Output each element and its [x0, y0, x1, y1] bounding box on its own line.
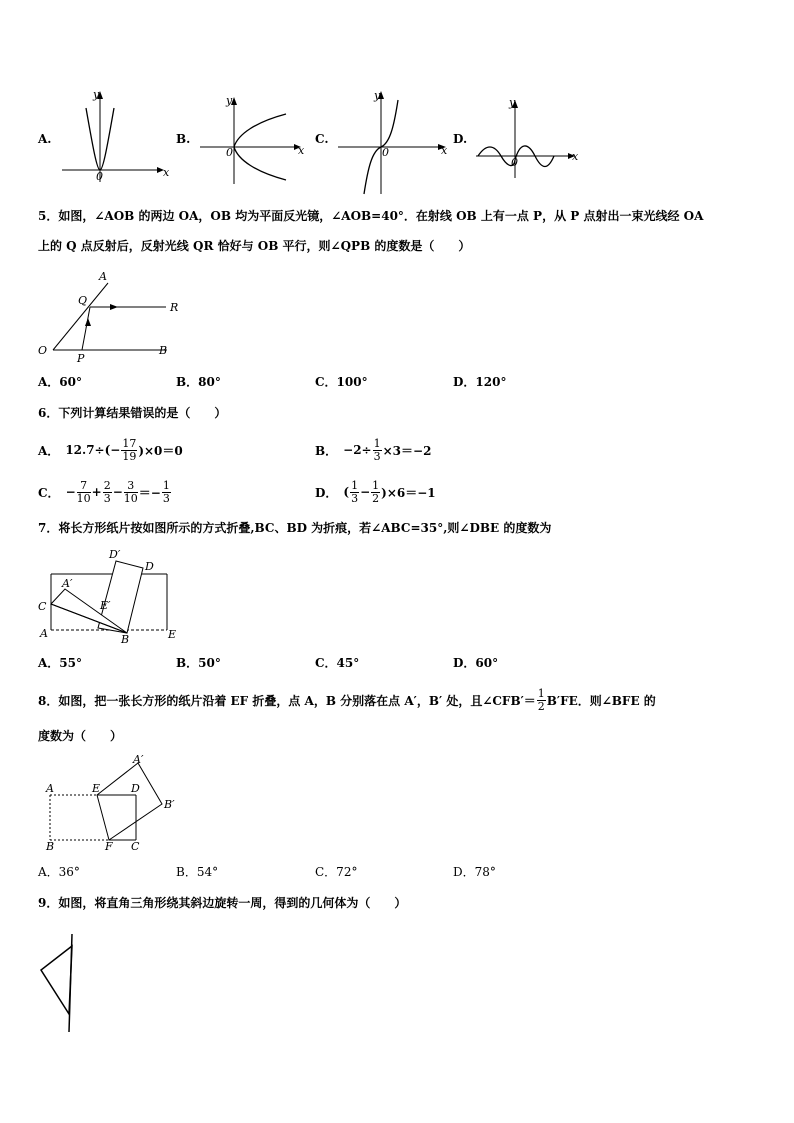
q6-option-d[interactable]: D． ( $\frac{1}{3}$ − $\frac{1}{2}$ )×6＝−1: [315, 478, 436, 505]
q8-label-b-prime: B′: [164, 798, 175, 811]
q4-option-b-label: B.: [176, 132, 191, 146]
q5-label-b: B: [159, 344, 168, 357]
q7-label-d: D: [145, 560, 154, 573]
svg-text:0: 0: [226, 146, 233, 159]
q8-option-d[interactable]: D．78°: [453, 865, 496, 879]
q5-label-r: R: [170, 301, 179, 314]
q8-label-e: E: [92, 782, 101, 795]
q4-graph-c: [336, 88, 456, 196]
q8-option-b[interactable]: B．54°: [176, 865, 219, 879]
q6-b-pre: −2÷: [343, 443, 372, 457]
q6-option-a-letter: A．: [38, 443, 60, 458]
q6-option-c[interactable]: C． − $\frac{7}{10}$ + $\frac{2}{3}$ − $\frac{3}{10}$ ＝− $\frac{1}{3}$: [38, 478, 170, 505]
q8-option-c[interactable]: C．72°: [315, 865, 358, 879]
svg-text:y: y: [374, 89, 381, 102]
svg-text:y: y: [226, 94, 233, 107]
q8-figure: [38, 752, 188, 856]
svg-text:0: 0: [511, 156, 518, 169]
q9-stem: 9．如图，将直角三角形绕其斜边旋转一周，得到的几何体为（ ）: [38, 896, 407, 910]
q8-stem-pre: 8．如图，把一张长方形的纸片沿着 EF 折叠，点 A，B 分别落在点 A′，B′ 处，且∠CFB′＝: [38, 693, 536, 708]
svg-text:x: x: [298, 144, 305, 157]
svg-text:0: 0: [96, 170, 103, 183]
q5-option-d[interactable]: D．120°: [453, 375, 507, 389]
q5-stem-line2: 上的 Q 点反射后，反射光线 QR 恰好与 OB 平行，则∠QPB 的度数是（ ）: [38, 239, 471, 253]
q7-option-c[interactable]: C．45°: [315, 656, 360, 670]
svg-text:y: y: [93, 88, 100, 101]
q7-label-c: C: [38, 600, 47, 613]
q6-d-post: )×6＝−1: [381, 485, 436, 500]
q4-graph-b: [196, 94, 308, 186]
q7-label-a: A: [40, 627, 48, 640]
q6-option-b-letter: B．: [315, 443, 338, 458]
q8-label-d: D: [131, 782, 140, 795]
q6-option-d-letter: D．: [315, 485, 338, 500]
q6-a-fraction: $\frac{17}{19}$: [122, 436, 137, 463]
svg-text:x: x: [441, 144, 448, 157]
q6-c-fraction-3: $\frac{3}{10}$: [123, 478, 138, 505]
q8-option-a[interactable]: A．36°: [38, 865, 80, 879]
q7-label-a-prime: A′: [62, 577, 73, 590]
q8-stem-post: B′FE．则∠BFE 的: [546, 693, 656, 708]
q4-option-c-label: C.: [315, 132, 329, 146]
q5-figure: [36, 268, 186, 364]
q8-label-f: F: [105, 840, 113, 853]
q5-option-b[interactable]: B．80°: [176, 375, 221, 389]
q5-label-p: P: [77, 352, 85, 364]
q7-label-b: B: [121, 633, 130, 646]
q6-b-fraction: $\frac{1}{3}$: [373, 436, 381, 463]
svg-text:x: x: [163, 166, 170, 179]
q8-stem-line2: 度数为（ ）: [38, 729, 123, 743]
svg-text:0: 0: [382, 146, 389, 159]
q4-option-d-label: D.: [453, 132, 468, 146]
svg-text:x: x: [572, 150, 579, 163]
q6-b-post: ×3＝−2: [382, 443, 432, 458]
q6-stem: 6．下列计算结果错误的是（ ）: [38, 406, 227, 420]
q6-option-a[interactable]: [38, 432, 183, 468]
q8-label-a-prime: A′: [133, 753, 144, 766]
q4-option-a-label: A.: [38, 132, 52, 146]
q7-figure: [36, 544, 186, 646]
q8-stem-line1: [38, 682, 656, 718]
q6-d-fraction-2: $\frac{1}{2}$: [372, 478, 380, 505]
q8-stem-fraction: $\frac{1}{2}$: [537, 686, 545, 713]
q7-option-d[interactable]: D．60°: [453, 656, 499, 670]
q6-a-pre: 12.7÷(−: [65, 443, 121, 457]
q6-option-c-letter: C．: [38, 485, 60, 500]
q7-option-b[interactable]: B．50°: [176, 656, 221, 670]
q9-figure: [36, 928, 86, 1038]
q6-c-fraction-2: $\frac{2}{3}$: [103, 478, 111, 505]
q7-label-d-prime: D′: [109, 548, 121, 561]
q7-label-e-prime: E′: [100, 599, 111, 612]
q8-label-b: B: [46, 840, 55, 853]
q4-graph-d: [474, 96, 584, 180]
q8-label-a: A: [46, 782, 54, 795]
q5-option-c[interactable]: C．100°: [315, 375, 368, 389]
q7-option-a[interactable]: A．55°: [38, 656, 83, 670]
q8-label-c: C: [131, 840, 140, 853]
q5-stem-line1: 5．如图，∠AOB 的两边 OA，OB 均为平面反光镜，∠AOB=40°．在射线 OB 上有一点 P，从 P 点射出一束光线经 OA: [38, 209, 704, 223]
q5-label-q: Q: [78, 294, 88, 307]
q6-d-fraction-1: $\frac{1}{3}$: [351, 478, 359, 505]
q7-stem: 7．将长方形纸片按如图所示的方式折叠,BC、BD 为折痕，若∠ABC=35°,则∠DBE 的度数为: [38, 521, 552, 535]
q5-label-o: O: [38, 344, 48, 357]
q6-c-fraction-1: $\frac{7}{10}$: [76, 478, 91, 505]
q6-option-b[interactable]: [315, 432, 431, 468]
q4-graph-a: [60, 88, 170, 184]
svg-text:y: y: [509, 96, 516, 109]
q6-a-post: )×0＝0: [138, 443, 183, 458]
q6-c-fraction-4: $\frac{1}{3}$: [162, 478, 170, 505]
q5-label-a: A: [99, 270, 107, 283]
q5-option-a[interactable]: A．60°: [38, 375, 83, 389]
q7-label-e: E: [168, 628, 177, 641]
